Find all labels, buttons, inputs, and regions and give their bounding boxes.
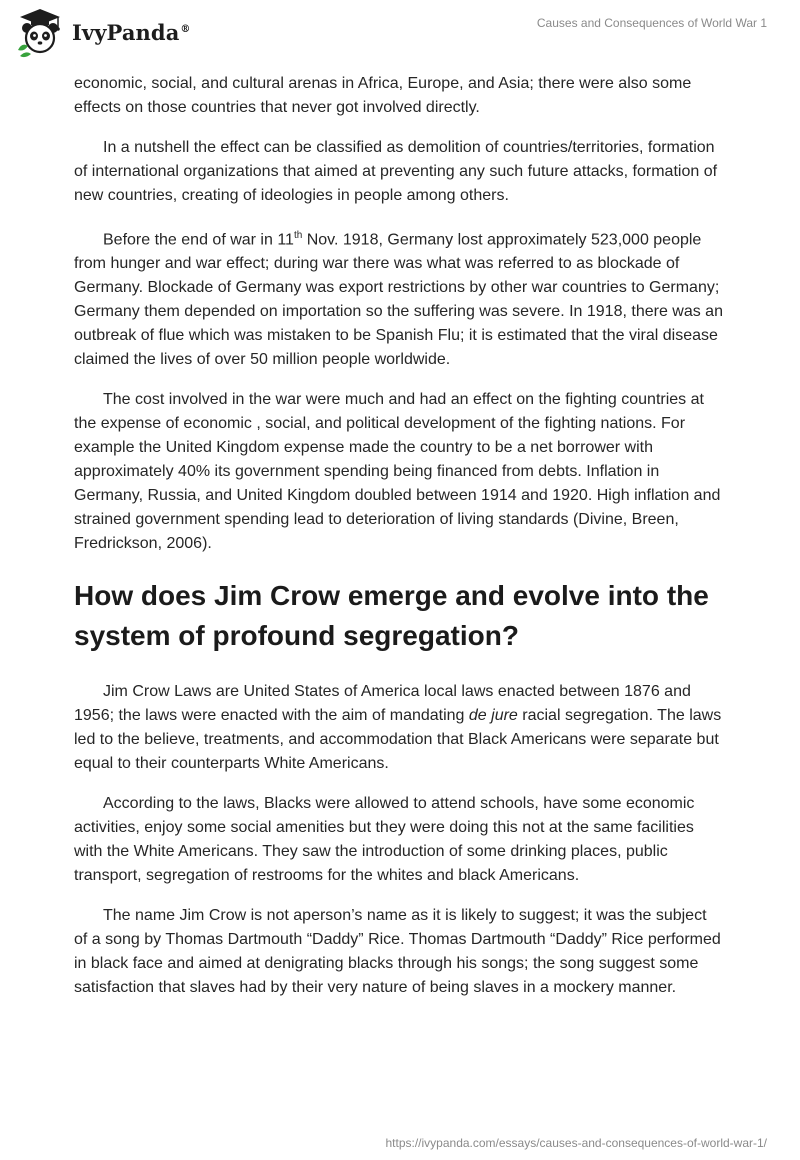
ivypanda-logo[interactable] [14,6,191,58]
paragraph: The cost involved in the war were much and had an effect on the fighting countries at the expense of economic , social, and political development of the fighting nations. For example the United Kingdom expense made the country to be a net borrower with approximately 40% its government spending being financed from debts. Inflation in Germany, Russia, and United Kingdom doubled between 1914 and 1920. High inflation and strained government spending lead to deterioration of living standards (Divine, Breen, Fredrickson, 2006). [74,391,721,553]
superscript: th [293,230,303,241]
paragraph: According to the laws, Blacks were allowed to attend schools, have some economic activities, enjoy some social amenities but they were doing this not at the same facilities with the White Americans. They saw the introduction of some drinking places, public transport, segregation of restrooms for the whites and black Americans. [74,795,695,885]
logo-wordmark: IvyPanda® [72,19,191,45]
paragraph: Before the end of war in 11th Nov. 1918, Germany lost approximately 523,000 people from hunger and war effect; during war there was what was referred to as blockade of Germany. Blockade of Germany was export restrictions by other war countries to Germany; Germany them depended on importation so the suffering was severe. In 1918, there was an outbreak of flue which was mistaken to be Spanish Flu; it is estimated that the viral disease claimed the lives of over 50 million people worldwide. [74,230,723,369]
page-header [0,0,800,72]
paragraph: In a nutshell the effect can be classified as demolition of countries/territories, formation of international organizations that aimed at preventing any such future attacks, formation of new countries, creating of ideologies in people among others. [74,139,718,204]
section-heading: How does Jim Crow emerge and evolve into the system of profound segregation? [74,580,709,652]
paragraph-continuation: economic, social, and cultural arenas in Africa, Europe, and Asia; there were also some effects on those countries that never got involved directly. [74,75,692,116]
source-url[interactable]: https://ivypanda.com/essays/causes-and-consequences-of-world-war-1/ [385,1136,767,1150]
italic-term: de jure [468,707,518,725]
panda-graduate-icon [14,6,66,58]
paragraph: The name Jim Crow is not aperson’s name as it is likely to suggest; it was the subject of a song by Thomas Dartmouth “Daddy” Rice. Thomas Dartmouth “Daddy” Rice performed in black face and aimed at denigrating blacks through his songs; the song suggest some satisfaction that slaves had by their very nature of being slaves in a mockery manner. [74,907,721,997]
paragraph: Jim Crow Laws are United States of America local laws enacted between 1876 and 1956; the laws were enacted with the aim of mandating de jure racial segregation. The laws led to the believe, treatments, and accommodation that Black Americans were separate but equal to their counterparts White Americans. [74,683,722,773]
document-title: Causes and Consequences of World War 1 [536,16,767,30]
essay-body [74,72,724,1016]
